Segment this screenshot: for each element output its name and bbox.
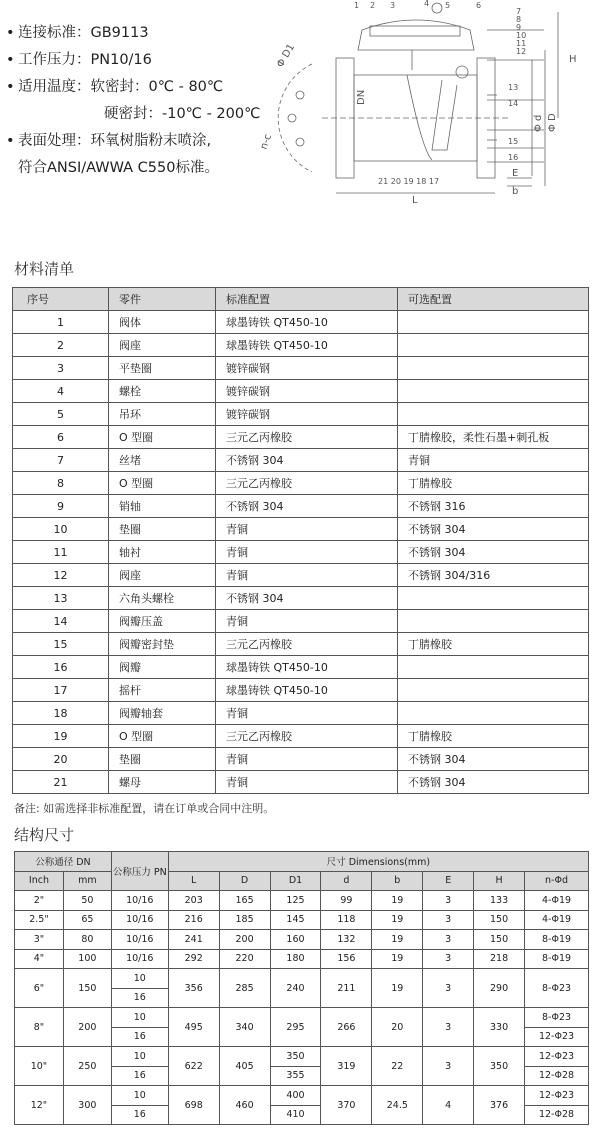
part-name: 平垫圈 — [109, 357, 216, 380]
dim-d: 132 — [321, 930, 372, 950]
callout-5: 5 — [445, 1, 451, 10]
materials-row — [13, 771, 589, 794]
valve-drawing — [258, 0, 600, 210]
dim-n: 4-Φ19 — [525, 910, 589, 930]
standard-material: 青铜 — [216, 771, 398, 794]
label-dn: DN — [356, 89, 367, 105]
standard-material: 不锈钢 304 — [216, 587, 398, 610]
part-no: 10 — [13, 518, 109, 541]
materials-row — [13, 311, 589, 334]
dim-l: 216 — [168, 910, 219, 930]
callout-2: 2 — [370, 1, 376, 10]
dim-n: 12-Φ23 — [525, 1027, 589, 1047]
dim-e: 4 — [423, 1086, 474, 1125]
dim-mm: 65 — [63, 910, 111, 930]
part-name: 轴衬 — [109, 541, 216, 564]
materials-row — [13, 357, 589, 380]
dim-b: 24.5 — [372, 1086, 423, 1125]
dim-inch: 12" — [15, 1086, 64, 1125]
optional-material — [398, 679, 589, 702]
header-col: n-Φd — [525, 871, 589, 891]
dim-h: 150 — [474, 910, 525, 930]
dimensions-row — [15, 910, 589, 930]
dimensions-row — [15, 1086, 589, 1106]
callout-15: 15 — [508, 137, 519, 146]
standard-material: 青铜 — [216, 748, 398, 771]
part-no: 17 — [13, 679, 109, 702]
dim-d1: 125 — [270, 891, 321, 911]
materials-row — [13, 518, 589, 541]
materials-row — [13, 633, 589, 656]
dimensions-row — [15, 930, 589, 950]
standard-material: 镀锌碳钢 — [216, 380, 398, 403]
part-no: 16 — [13, 656, 109, 679]
part-name: 阀座 — [109, 334, 216, 357]
part-no: 1 — [13, 311, 109, 334]
part-no: 15 — [13, 633, 109, 656]
dim-pn: 10 — [111, 1008, 168, 1028]
dim-h: 290 — [474, 969, 525, 1008]
dim-mm: 250 — [63, 1047, 111, 1086]
dim-pn: 16 — [111, 988, 168, 1008]
dim-d1: 240 — [270, 969, 321, 1008]
part-name: 阀瓣压盖 — [109, 610, 216, 633]
dimensions-row — [15, 969, 589, 989]
materials-header-row — [13, 288, 589, 311]
optional-material: 不锈钢 304 — [398, 748, 589, 771]
part-no: 19 — [13, 725, 109, 748]
callout-12: 12 — [516, 47, 527, 56]
dim-inch: 4" — [15, 949, 64, 969]
optional-material — [398, 334, 589, 357]
dimensions-subheader-row — [15, 871, 589, 891]
standard-material: 镀锌碳钢 — [216, 357, 398, 380]
header-col: b — [372, 871, 423, 891]
dim-h: 218 — [474, 949, 525, 969]
materials-header: 零件 — [109, 288, 216, 311]
standard-material: 青铜 — [216, 702, 398, 725]
dim-inch: 6" — [15, 969, 64, 1008]
dim-pn: 10/16 — [111, 910, 168, 930]
callout-1: 1 — [354, 1, 360, 10]
optional-material: 丁腈橡胶 — [398, 633, 589, 656]
header-col: E — [423, 871, 474, 891]
materials-row — [13, 656, 589, 679]
dim-mm: 80 — [63, 930, 111, 950]
materials-row — [13, 403, 589, 426]
materials-title: 材料清单 — [14, 260, 75, 278]
spec-temp-hard: 硬密封：-10℃ - 200℃ — [104, 106, 261, 122]
standard-material: 三元乙丙橡胶 — [216, 426, 398, 449]
dim-d-outer: 405 — [219, 1047, 270, 1086]
part-name: O 型圈 — [109, 725, 216, 748]
header-inch: Inch — [15, 871, 64, 891]
dim-d1: 160 — [270, 930, 321, 950]
standard-material: 三元乙丙橡胶 — [216, 633, 398, 656]
part-no: 21 — [13, 771, 109, 794]
label-h: H — [569, 54, 577, 65]
part-name: 垫圈 — [109, 748, 216, 771]
dim-pn: 10 — [111, 969, 168, 989]
dim-l: 241 — [168, 930, 219, 950]
callout-11: 11 — [516, 39, 527, 48]
header-mm: mm — [63, 871, 111, 891]
dim-h: 330 — [474, 1008, 525, 1047]
dim-b: 19 — [372, 949, 423, 969]
materials-row — [13, 426, 589, 449]
callout-13: 13 — [508, 83, 519, 92]
dim-d: 211 — [321, 969, 372, 1008]
dim-l: 356 — [168, 969, 219, 1008]
callout-9: 9 — [516, 23, 522, 32]
dim-mm: 50 — [63, 891, 111, 911]
dim-e: 3 — [423, 1008, 474, 1047]
dim-h: 350 — [474, 1047, 525, 1086]
standard-material: 青铜 — [216, 610, 398, 633]
part-no: 14 — [13, 610, 109, 633]
dim-d: 118 — [321, 910, 372, 930]
callout-10: 10 — [516, 31, 527, 40]
materials-row — [13, 541, 589, 564]
part-name: 阀瓣密封垫 — [109, 633, 216, 656]
label-phi-D: Φ D — [547, 113, 558, 132]
dim-n: 12-Φ28 — [525, 1105, 589, 1125]
dim-d: 165 — [219, 891, 270, 911]
label-e: E — [512, 168, 519, 179]
materials-row — [13, 564, 589, 587]
materials-header: 序号 — [13, 288, 109, 311]
callout-16: 16 — [508, 153, 519, 162]
optional-material — [398, 587, 589, 610]
dim-d-outer: 460 — [219, 1086, 270, 1125]
dim-n: 8-Φ23 — [525, 969, 589, 1008]
dim-n: 8-Φ23 — [525, 1008, 589, 1028]
optional-material — [398, 610, 589, 633]
dim-n: 12-Φ23 — [525, 1047, 589, 1067]
part-name: 摇杆 — [109, 679, 216, 702]
standard-material: 球墨铸铁 QT450-10 — [216, 656, 398, 679]
materials-note: 备注: 如需选择非标准配置，请在订单或合同中注明。 — [14, 802, 275, 815]
dim-pn: 16 — [111, 1105, 168, 1125]
label-bottom-numbers: 21 20 19 18 17 — [378, 177, 440, 186]
dim-inch: 3" — [15, 930, 64, 950]
dim-l: 622 — [168, 1047, 219, 1086]
optional-material — [398, 380, 589, 403]
dim-pn: 16 — [111, 1027, 168, 1047]
dimensions-header-row — [15, 852, 589, 872]
optional-material — [398, 656, 589, 679]
label-phi-d: Φ d — [533, 114, 544, 132]
dim-mm: 200 — [63, 1008, 111, 1047]
dimensions-table — [14, 851, 589, 1125]
standard-material: 青铜 — [216, 518, 398, 541]
dim-l: 698 — [168, 1086, 219, 1125]
dim-pn: 10 — [111, 1047, 168, 1067]
part-no: 7 — [13, 449, 109, 472]
dim-d1: 145 — [270, 910, 321, 930]
dim-d: 266 — [321, 1008, 372, 1047]
header-dims: 尺寸 Dimensions(mm) — [168, 852, 588, 872]
optional-material — [398, 702, 589, 725]
dim-mm: 300 — [63, 1086, 111, 1125]
dim-n: 4-Φ19 — [525, 891, 589, 911]
dim-h: 376 — [474, 1086, 525, 1125]
standard-material: 镀锌碳钢 — [216, 403, 398, 426]
standard-material: 球墨铸铁 QT450-10 — [216, 334, 398, 357]
dim-d1: 295 — [270, 1008, 321, 1047]
optional-material: 不锈钢 304 — [398, 518, 589, 541]
dim-n: 8-Φ19 — [525, 949, 589, 969]
spec-pressure: • 工作压力：PN10/16 — [6, 52, 152, 68]
header-col: d — [321, 871, 372, 891]
dim-b: 20 — [372, 1008, 423, 1047]
optional-material — [398, 357, 589, 380]
dimensions-row — [15, 1047, 589, 1067]
dim-n: 12-Φ23 — [525, 1086, 589, 1106]
materials-row — [13, 702, 589, 725]
part-no: 18 — [13, 702, 109, 725]
dim-e: 3 — [423, 910, 474, 930]
dim-inch: 10" — [15, 1047, 64, 1086]
part-no: 11 — [13, 541, 109, 564]
standard-material: 青铜 — [216, 564, 398, 587]
part-no: 5 — [13, 403, 109, 426]
dim-e: 3 — [423, 969, 474, 1008]
dim-b: 19 — [372, 910, 423, 930]
header-dn: 公称通径 DN — [15, 852, 112, 872]
materials-row — [13, 748, 589, 771]
dim-d-outer: 340 — [219, 1008, 270, 1047]
dim-pn: 16 — [111, 1066, 168, 1086]
part-name: 阀瓣轴套 — [109, 702, 216, 725]
dim-d: 220 — [219, 949, 270, 969]
dim-h: 150 — [474, 930, 525, 950]
label-b: b — [512, 186, 519, 197]
dim-d: 99 — [321, 891, 372, 911]
optional-material: 青铜 — [398, 449, 589, 472]
optional-material: 不锈钢 316 — [398, 495, 589, 518]
part-name: 吊环 — [109, 403, 216, 426]
dim-mm: 100 — [63, 949, 111, 969]
dim-l: 495 — [168, 1008, 219, 1047]
materials-row — [13, 449, 589, 472]
dimensions-title: 结构尺寸 — [14, 826, 75, 844]
dim-e: 3 — [423, 930, 474, 950]
standard-material: 球墨铸铁 QT450-10 — [216, 679, 398, 702]
dimensions-row — [15, 1008, 589, 1028]
dim-d1: 400 — [270, 1086, 321, 1106]
callout-6: 6 — [476, 1, 482, 10]
standard-material: 青铜 — [216, 541, 398, 564]
part-name: 阀瓣 — [109, 656, 216, 679]
dim-l: 203 — [168, 891, 219, 911]
dim-b: 22 — [372, 1047, 423, 1086]
header-col: D1 — [270, 871, 321, 891]
part-name: 螺栓 — [109, 380, 216, 403]
part-name: 螺母 — [109, 771, 216, 794]
dim-pn: 10/16 — [111, 930, 168, 950]
part-name: O 型圈 — [109, 426, 216, 449]
optional-material: 丁腈橡胶，柔性石墨+刺孔板 — [398, 426, 589, 449]
dim-pn: 10 — [111, 1086, 168, 1106]
optional-material: 丁腈橡胶 — [398, 725, 589, 748]
materials-header: 可选配置 — [398, 288, 589, 311]
dim-pn: 10/16 — [111, 891, 168, 911]
part-name: 销轴 — [109, 495, 216, 518]
spec-list — [6, 20, 306, 182]
part-name: 垫圈 — [109, 518, 216, 541]
label-d1: Φ D1 — [275, 42, 298, 70]
dim-inch: 2" — [15, 891, 64, 911]
header-col: D — [219, 871, 270, 891]
spec-connection: • 连接标准：GB9113 — [6, 25, 149, 41]
dim-d1: 410 — [270, 1105, 321, 1125]
dim-d1: 355 — [270, 1066, 321, 1086]
dim-d1: 180 — [270, 949, 321, 969]
dim-b: 19 — [372, 930, 423, 950]
materials-row — [13, 472, 589, 495]
dim-d: 156 — [321, 949, 372, 969]
part-no: 8 — [13, 472, 109, 495]
dim-e: 3 — [423, 949, 474, 969]
optional-material: 不锈钢 304 — [398, 541, 589, 564]
dim-d1: 350 — [270, 1047, 321, 1067]
dim-inch: 8" — [15, 1008, 64, 1047]
materials-row — [13, 610, 589, 633]
dim-h: 133 — [474, 891, 525, 911]
materials-row — [13, 334, 589, 357]
spec-temp-soft: • 适用温度：软密封：0℃ - 80℃ — [6, 79, 224, 95]
standard-material: 三元乙丙橡胶 — [216, 472, 398, 495]
part-no: 4 — [13, 380, 109, 403]
materials-header: 标准配置 — [216, 288, 398, 311]
part-no: 20 — [13, 748, 109, 771]
materials-row — [13, 725, 589, 748]
part-no: 2 — [13, 334, 109, 357]
optional-material: 不锈钢 304/316 — [398, 564, 589, 587]
optional-material — [398, 403, 589, 426]
part-name: 丝堵 — [109, 449, 216, 472]
dimensions-row — [15, 891, 589, 911]
dim-b: 19 — [372, 891, 423, 911]
standard-material: 不锈钢 304 — [216, 449, 398, 472]
callout-3: 3 — [390, 1, 396, 10]
label-l: L — [412, 195, 418, 206]
materials-row — [13, 679, 589, 702]
optional-material: 丁腈橡胶 — [398, 472, 589, 495]
dimensions-row — [15, 949, 589, 969]
dim-d-outer: 285 — [219, 969, 270, 1008]
dim-e: 3 — [423, 891, 474, 911]
part-no: 9 — [13, 495, 109, 518]
spec-surface-cont: 符合ANSI/AWWA C550标准。 — [18, 160, 219, 176]
standard-material: 球墨铸铁 QT450-10 — [216, 311, 398, 334]
part-no: 6 — [13, 426, 109, 449]
spec-surface: • 表面处理：环氧树脂粉末喷涂, — [6, 133, 212, 149]
header-col: L — [168, 871, 219, 891]
dim-l: 292 — [168, 949, 219, 969]
materials-table — [12, 287, 589, 794]
callout-8: 8 — [516, 15, 522, 24]
materials-row — [13, 587, 589, 610]
dim-pn: 10/16 — [111, 949, 168, 969]
callout-4: 4 — [424, 0, 430, 8]
optional-material — [398, 311, 589, 334]
standard-material: 不锈钢 304 — [216, 495, 398, 518]
part-name: 阀座 — [109, 564, 216, 587]
dim-mm: 150 — [63, 969, 111, 1008]
label-nc: n-c — [258, 132, 275, 152]
materials-row — [13, 380, 589, 403]
part-no: 13 — [13, 587, 109, 610]
part-name: 六角头螺栓 — [109, 587, 216, 610]
dim-n: 12-Φ28 — [525, 1066, 589, 1086]
part-name: 阀体 — [109, 311, 216, 334]
dim-d: 370 — [321, 1086, 372, 1125]
dim-d: 200 — [219, 930, 270, 950]
standard-material: 三元乙丙橡胶 — [216, 725, 398, 748]
part-no: 12 — [13, 564, 109, 587]
dim-inch: 2.5" — [15, 910, 64, 930]
callout-14: 14 — [508, 99, 519, 108]
materials-row — [13, 495, 589, 518]
header-pn: 公称压力 PN — [111, 852, 168, 891]
header-col: H — [474, 871, 525, 891]
part-no: 3 — [13, 357, 109, 380]
dim-n: 8-Φ19 — [525, 930, 589, 950]
dim-d: 319 — [321, 1047, 372, 1086]
dim-d: 185 — [219, 910, 270, 930]
callout-7: 7 — [516, 7, 522, 16]
part-name: O 型圈 — [109, 472, 216, 495]
dim-b: 19 — [372, 969, 423, 1008]
optional-material: 不锈钢 304 — [398, 771, 589, 794]
dim-e: 3 — [423, 1047, 474, 1086]
